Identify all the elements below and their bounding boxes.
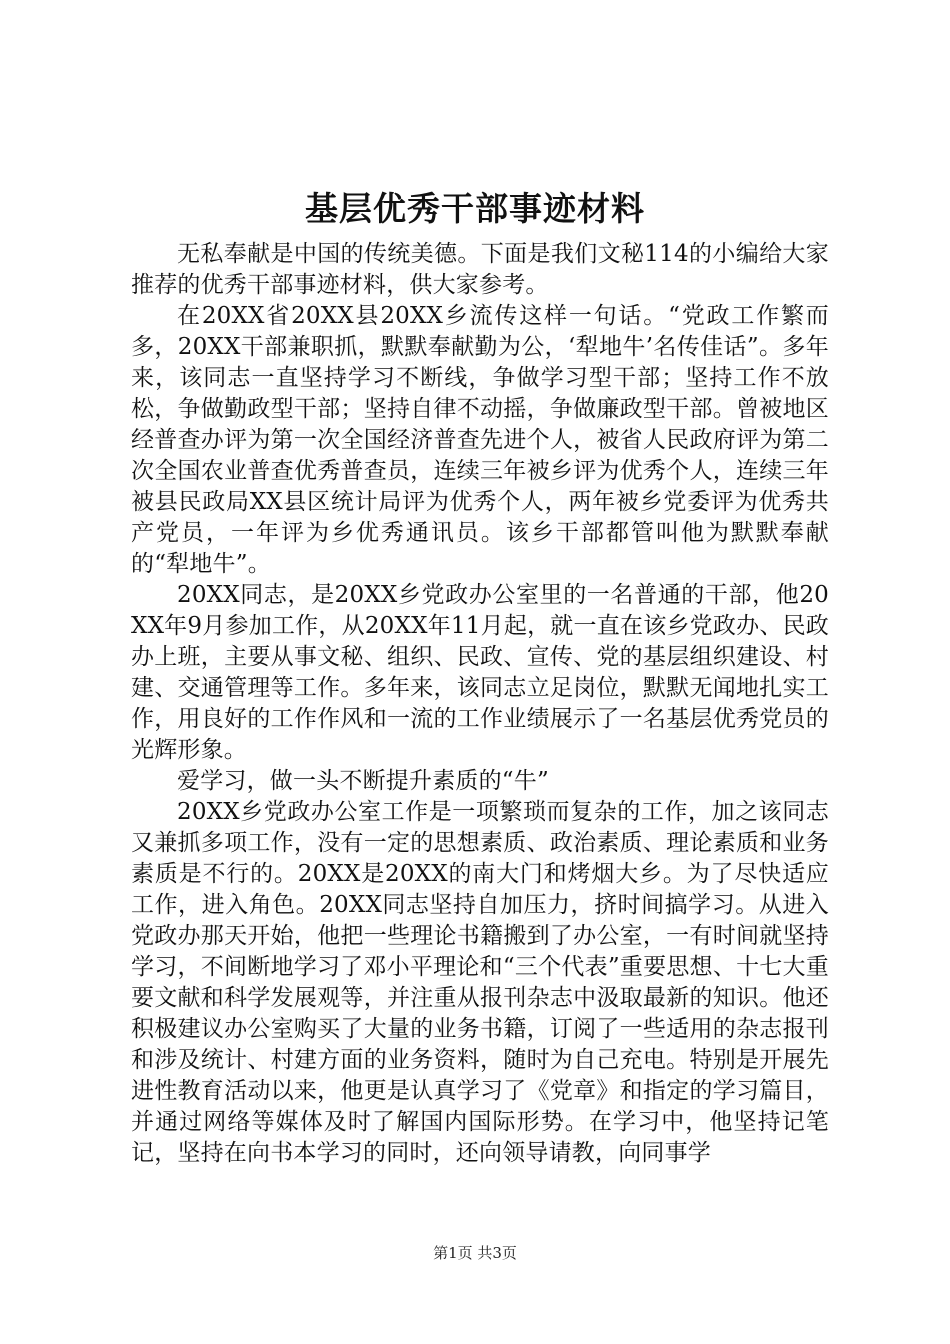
paragraph-study: 20XX乡党政办公室工作是一项繁琐而复杂的工作，加之该同志又兼抓多项工作，没有一定的思想素质、政治素质、理论素质和业务素质是不行的。20XX是20XX的南大门和烤烟大乡。为了尽快适应工作，进入角色。20XX同志坚持自加压力，挤时间搞学习。从进入党政办那天开始，他把一些理论书籍搬到了办公室，一有时间就坚持学习，不间断地学习了邓小平理论和“三个代表”重要思想、十七大重要文献和科学发展观等，并注重从报刊杂志中汲取最新的知识。他还积极建议办公室购买了大量的业务书籍，订阅了一些适用的杂志报刊和涉及统计、村建方面的业务资料，随时为自己充电。特别是开展先进性教育活动以来，他更是认真学习了《党章》和指定的学习篇目，并通过网络等媒体及时了解国内国际形势。在学习中，他坚持记笔记，坚持在向书本学习的同时，还向领导请教，向同事学	[131, 799, 829, 1166]
document-title: 基层优秀干部事迹材料	[305, 189, 645, 228]
document-body	[131, 239, 829, 1169]
page-number-footer: 第1页 共3页	[433, 1244, 517, 1262]
section-heading-study: 爱学习，做一头不断提升素质的“牛”	[177, 768, 549, 794]
paragraph-saying: 在20XX省20XX县20XX乡流传这样一句话。“党政工作繁而多，20XX干部兼职抓，默默奉献勤为公，‘犁地牛’名传佳话”。多年来，该同志一直坚持学习不断线，争做学习型干部；坚持工作不放松，争做勤政型干部；坚持自律不动摇，争做廉政型干部。曾被地区经普查办评为第一次全国经济普查先进个人，被省人民政府评为第二次全国农业普查优秀普查员，连续三年被乡评为优秀个人，连续三年被县民政局XX县区统计局评为优秀个人，两年被乡党委评为优秀共产党员，一年评为乡优秀通讯员。该乡干部都管叫他为默默奉献的“犁地牛”。	[131, 303, 829, 577]
paragraph-profile: 20XX同志，是20XX乡党政办公室里的一名普通的干部，他20XX年9月参加工作，从20XX年11月起，就一直在该乡党政办、民政办上班，主要从事文秘、组织、民政、宣传、党的基层组织建设、村建、交通管理等工作。多年来，该同志立足岗位，默默无闻地扎实工作，用良好的工作作风和一流的工作业绩展示了一名基层优秀党员的光辉形象。	[131, 582, 829, 763]
paragraph-intro: 无私奉献是中国的传统美德。下面是我们文秘114的小编给大家推荐的优秀干部事迹材料，供大家参考。	[131, 241, 829, 298]
